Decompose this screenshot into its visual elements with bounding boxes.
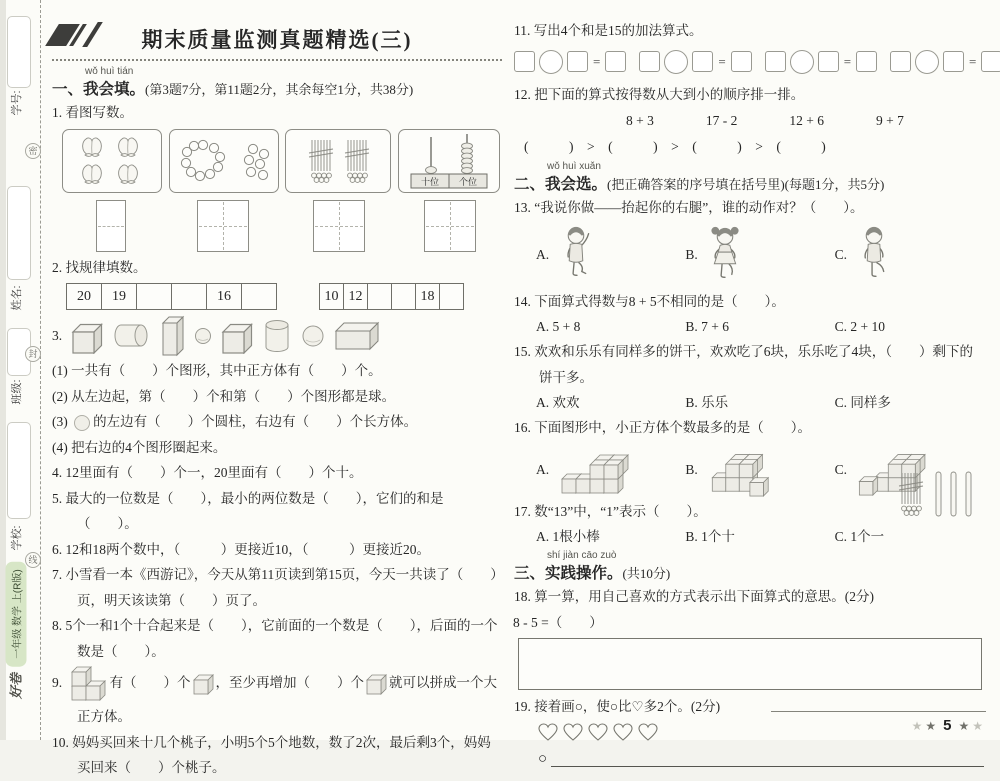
q15-option-c: C. 同样多 [834,395,891,410]
sphere-icon [73,414,91,432]
addend-box[interactable] [692,51,713,72]
section-2-header [514,161,984,194]
equals-sign: = [718,53,726,69]
q2-table-1 [66,283,277,310]
q14-label: 14. 下面算式得数与8 + 5不相同的是（ ）。 [514,293,785,309]
q13-option-c [835,223,984,287]
seal-char-feng: 封 [25,346,41,362]
equals-sign: = [593,53,601,69]
q9-number: 9. [52,675,63,691]
operator-circle[interactable] [664,50,688,74]
section-3-header [514,550,984,583]
cylinder-lying-shape [112,322,150,350]
number-cell-blank[interactable] [392,283,416,310]
page-title: 期末质量监测真题精选(三) [141,28,413,52]
q2-label: 2. 找规律填数。 [52,259,147,275]
expression: 8 + 3 [626,113,654,128]
q15-option-b: B. 乐乐 [685,395,729,410]
answer-box-1[interactable] [96,200,126,252]
class-label: 班级: [11,379,23,405]
q14-options [514,314,984,339]
section-3-note: (共10分) [622,566,671,581]
paper-header [52,16,502,56]
expression: 12 + 6 [789,113,824,128]
answer-box-4[interactable] [424,200,476,252]
kid-figure-b [705,223,745,287]
section-2-pinyin: wǒ huì xuǎn [547,161,601,172]
equation-template [514,50,626,74]
q3-sub3-text: 的左边有（ ）个圆柱，右边有（ ）个长方体。 [93,414,418,429]
seal-char-mi: 密 [25,143,41,159]
q1-card-peaches [62,129,162,193]
operator-circle[interactable] [539,50,563,74]
draw-underline[interactable] [551,752,984,767]
q13-option-a [536,223,685,287]
book-edition-band: 一年级 数学 上(R版) [6,561,27,666]
number-cell-blank[interactable] [368,283,392,310]
q14-option-a: A. 5 + 8 [536,319,581,334]
section-1-title: 一、我会填。 [52,81,146,98]
q19-label: 19. 接着画○，使○比♡多2个。(2分) [514,699,721,714]
number-cell-blank[interactable] [172,283,207,310]
sphere-shape [301,324,325,348]
addend-box[interactable] [639,51,660,72]
q1-picture-cards [62,129,500,193]
q9-part-b: 有（ ）个 [109,675,191,691]
left-column [52,16,502,781]
addend-box[interactable] [567,51,588,72]
option-letter: A. [536,461,550,477]
addend-box[interactable] [514,51,535,72]
section-3-pinyin: shí jiàn cāo zuò [547,550,617,561]
q17-options [514,524,984,549]
q16-label: 16. 下面图形中，小正方体个数最多的是（ ）。 [514,420,811,435]
student-number-field[interactable] [7,16,31,88]
seal-char-xian: 线 [25,552,41,568]
q3-shapes-row [52,315,502,357]
q8-text: 8. 5个一和1个十合起来是（ ），它前面的一个数是（ ），后面的一个数是（ ）。 [52,618,498,659]
equation-template [890,50,1000,74]
q17-option-a: A. 1根小棒 [536,529,600,544]
number-cell: 16 [207,283,242,310]
expression: 9 + 7 [876,113,904,128]
q2-table-2 [319,283,464,310]
cube-icon [193,674,214,695]
page-footer [771,711,986,734]
section-1-pinyin: wǒ huì tián [85,66,134,77]
q12-label: 12. 把下面的算式按得数从大到小的顺序排一排。 [514,86,805,102]
q14-option-c: C. 2 + 10 [834,319,886,334]
page-number-row [771,717,986,734]
title-dotted-rule [52,59,502,61]
number-cell-blank[interactable] [242,283,277,310]
q12-answer-line[interactable]: ( ) > ( ) > ( ) > ( ) [524,139,826,154]
student-number-label: 学号: [11,90,23,116]
q1-label: 1. 看图写数。 [52,105,133,120]
option-letter: C. [834,246,848,262]
q17-option-b: B. 1个十 [685,529,735,544]
cube-shape [221,318,253,354]
q5-text: 5. 最大的一位数是（ ），最小的两位数是（ ），它们的和是（ ）。 [52,490,444,531]
option-letter: B. [685,246,698,262]
answer-box-2[interactable] [197,200,249,252]
q11-equation-templates [514,50,984,74]
number-cell: 12 [344,283,368,310]
expression: 17 - 2 [705,113,738,128]
cuboid-box-shape [334,321,380,351]
q3-sub4: (4) 把右边的4个图形圈起来。 [52,439,227,455]
equation-template [765,50,877,74]
q17-block [514,499,984,550]
q3-sub3 [52,409,502,435]
q13-options [514,223,984,287]
q16-option-a [536,443,685,497]
number-cell: 19 [102,283,137,310]
section-3-title: 三、实践操作。 [514,565,623,582]
q9-text [52,664,502,730]
name-label: 姓名: [11,285,23,311]
cylinder-standing-shape [262,318,292,354]
q13-label: 13. “我说你做——抬起你的右腿”，谁的动作对？（ ）。 [514,200,864,215]
q18-work-area[interactable] [518,638,982,690]
seal-fold-line [40,0,41,740]
thirteen-sticks-image [896,467,984,521]
abacus-ones-label: 个位 [458,176,477,187]
binding-strip [0,0,40,740]
equation-template [639,50,751,74]
cube-icon [366,674,387,695]
q1-card-circles [169,129,279,193]
q3-number: 3. [52,328,63,343]
q17-option-c: C. 1个一 [834,529,885,544]
section-1-note: (第3题7分，第11题2分，其余每空1分，共38分) [145,82,414,97]
cube-stack-b [705,443,789,497]
circles-image [173,134,275,188]
q19-draw-line[interactable] [538,751,984,767]
q14-option-b: B. 7 + 6 [685,319,729,334]
result-box[interactable] [605,51,626,72]
q15-options [514,390,984,415]
cuboid-tall-shape [159,315,185,357]
addend-box[interactable] [890,51,911,72]
option-letter: C. [834,461,848,477]
cube-stack-a [556,443,640,497]
section-2-title: 二、我会选。 [514,176,608,193]
answer-box-3[interactable] [313,200,365,252]
kid-figure-a [556,223,596,287]
sphere-small-shape [194,327,212,345]
star-icon: ★ [925,719,940,733]
star-icon: ★ [958,719,973,733]
option-letter: B. [685,461,698,477]
q10-text: 10. 妈妈买回来十几个桃子，小明5个5个地数，数了2次，最后剩3个，妈妈买回来（ ）个桃子。 [52,734,491,775]
addend-box[interactable] [818,51,839,72]
cube-stack-3-image [68,664,108,704]
q2-tables [66,283,502,310]
section-1-header [52,66,502,99]
kid-figure-c [854,223,894,287]
page-number: 5 [943,717,955,734]
q3-sub3-prefix: (3) [52,414,68,429]
star-icon: ★ [911,719,926,733]
abacus-image [403,132,495,190]
stick-bundles-image [302,136,374,186]
q1-card-abacus [398,129,500,193]
q18-formula: 8 - 5 =（ ） [513,614,603,630]
q9-part-d: 就可以拼成一个大正方体。 [77,675,497,724]
q15-text: 15. 欢欢和乐乐有同样多的饼干，欢欢吃了6块，乐乐吃了4块，（ ）剩下的饼干多。 [514,344,973,385]
operator-circle[interactable] [915,50,939,74]
q3-sub1: (1) 一共有（ ）个图形，其中正方体有（ ）个。 [52,363,382,378]
number-cell: 18 [416,283,440,310]
circle-glyph: ○ [538,750,548,767]
q18-label: 18. 算一算，用自己喜欢的方式表示出下面算式的意思。(2分) [514,589,874,604]
peaches-image [67,134,157,188]
q16-option-b [685,443,834,497]
q4-text: 4. 12里面有（ ）个一，20里面有（ ）个十。 [52,465,363,480]
cube-shape [71,318,103,354]
number-cell-blank[interactable] [137,283,172,310]
equals-sign: = [843,53,852,69]
right-column [514,18,984,767]
section-2-note: (把正确答案的序号填在括号里)(每题1分，共5分) [607,177,885,192]
school-label: 学校: [11,525,23,551]
addend-box[interactable] [765,51,786,72]
name-field[interactable] [7,186,31,280]
q1-card-stick-bundles [285,129,391,193]
result-box[interactable] [981,51,1000,72]
star-icon: ★ [972,719,986,733]
option-letter: A. [536,246,550,262]
q12-expressions [626,108,984,133]
footer-rule [771,711,986,712]
q11-label: 11. 写出4个和是15的加法算式。 [514,23,703,38]
q3-sub2: (2) 从左边起，第（ ）个和第（ ）个图形都是球。 [52,388,396,404]
q6-text: 6. 12和18两个数中，（ ）更接近10，（ ）更接近20。 [52,541,430,557]
result-box[interactable] [731,51,752,72]
brand-logo: 好卷 [8,672,24,700]
equals-sign: = [969,53,977,69]
number-cell: 10 [319,283,344,310]
school-field[interactable] [7,422,31,519]
addend-box[interactable] [943,51,964,72]
q9-part-c: ，至少再增加（ ）个 [215,675,364,691]
number-cell-blank[interactable] [440,283,464,310]
number-cell: 20 [66,283,102,310]
q7-text: 7. 小雪看一本《西游记》，今天从第11页读到第15页，今天一共读了（ ）页，明天该读第（ ）页了。 [52,567,497,608]
q17-label: 17. 数“13”中，“1”表示（ ）。 [514,503,707,519]
q15-option-a: A. 欢欢 [536,395,580,410]
hearts-image [538,722,678,742]
abacus-tens-label: 十位 [420,176,439,187]
result-box[interactable] [856,51,877,72]
operator-circle[interactable] [790,50,814,74]
q1-answer-boxes [62,200,500,252]
q13-option-b [685,223,834,287]
